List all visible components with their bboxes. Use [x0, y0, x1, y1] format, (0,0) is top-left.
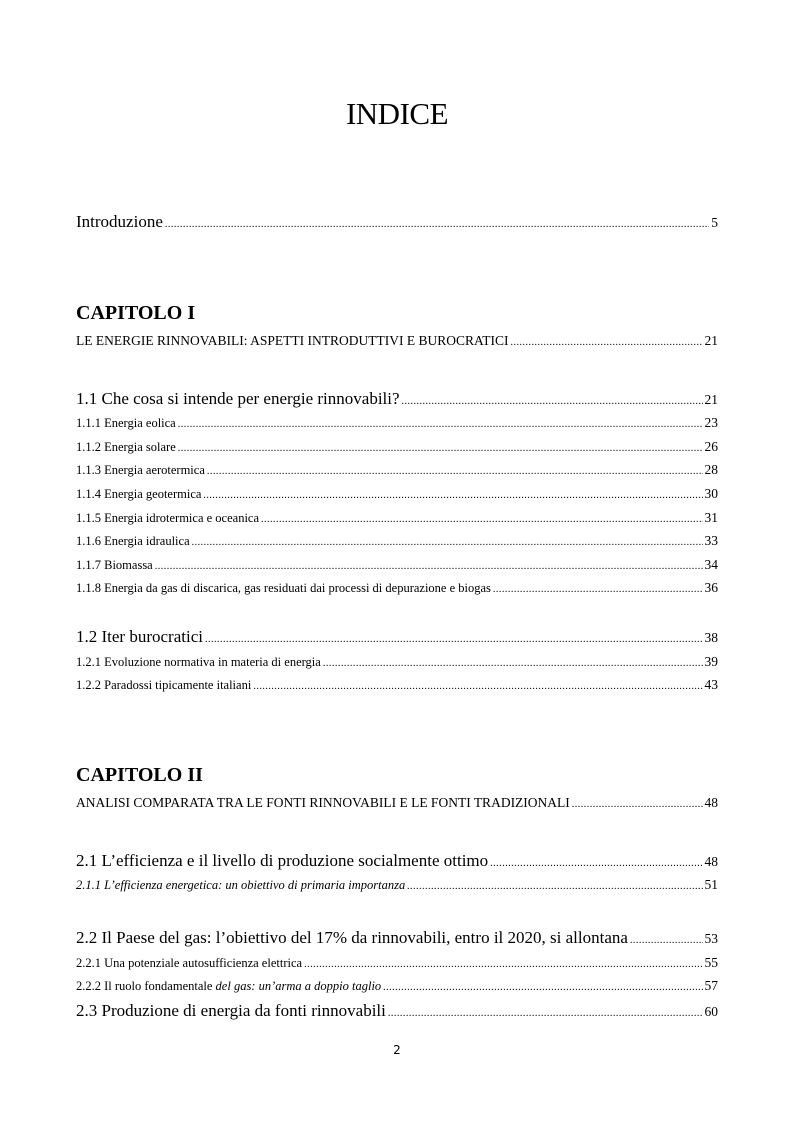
leader-dots — [510, 337, 702, 348]
toc-entry-subsection[interactable] — [76, 510, 718, 526]
leader-dots — [304, 959, 702, 970]
toc-entry-section-1-2[interactable] — [76, 627, 718, 647]
toc-page: 28 — [704, 462, 718, 477]
toc-label: ANALISI COMPARATA TRA LE FONTI RINNOVABILI E LE FONTI TRADIZIONALI — [76, 795, 570, 810]
toc-entry-subsection[interactable] — [76, 877, 718, 893]
toc-label: 1.1.6 Energia idraulica — [76, 534, 190, 548]
toc-page: 38 — [704, 630, 718, 645]
toc-page: 51 — [704, 877, 718, 892]
toc-page: 43 — [704, 677, 718, 692]
toc-page: 53 — [704, 931, 718, 946]
toc-label: 1.1.3 Energia aerotermica — [76, 463, 205, 477]
toc-page: 23 — [704, 415, 718, 430]
toc-label: 2.1.1 L’efficienza energetica: un obiettivo di primaria importanza — [76, 878, 406, 892]
toc-label: 2.2 Il Paese del gas: l’obiettivo del 17% da rinnovabili, entro il 2020, si allontana — [76, 928, 628, 947]
toc-label: 1.1.8 Energia da gas di discarica, gas residuati dai processi di depurazione e biogas — [76, 581, 491, 595]
toc-label: 1.2.2 Paradossi tipicamente italiani — [76, 678, 252, 692]
toc-label: 1.1.7 Biomassa — [76, 558, 153, 572]
leader-dots — [165, 219, 709, 230]
toc-page: 34 — [704, 557, 718, 572]
toc-page: 21 — [704, 333, 718, 348]
page-number: 2 — [393, 1043, 401, 1057]
leader-dots — [490, 858, 702, 869]
toc-entry-subsection[interactable] — [76, 978, 718, 994]
toc-label: Introduzione — [76, 212, 163, 231]
toc-label: 1.1.2 Energia solare — [76, 440, 176, 454]
leader-dots — [155, 561, 703, 572]
toc-page: 36 — [704, 580, 718, 595]
leader-dots — [207, 466, 703, 477]
leader-dots — [383, 982, 702, 993]
toc-page: 21 — [704, 392, 718, 407]
toc-page: 33 — [704, 533, 718, 548]
toc-entry-subsection[interactable] — [76, 580, 718, 596]
toc-label: LE ENERGIE RINNOVABILI: ASPETTI INTRODUTTIVI E BUROCRATICI — [76, 333, 509, 348]
leader-dots — [323, 658, 703, 669]
toc-entry-subsection[interactable] — [76, 415, 718, 431]
toc-label-italic-part: del gas: un’arma a doppio taglio — [215, 979, 382, 993]
leader-dots — [630, 935, 703, 946]
toc-entry-chapter1-title[interactable] — [76, 333, 718, 349]
toc-label: 1.1.1 Energia eolica — [76, 416, 176, 430]
toc-label — [76, 979, 381, 994]
leader-dots — [178, 419, 703, 430]
toc-entry-subsection[interactable] — [76, 654, 718, 670]
leader-dots — [205, 634, 703, 645]
toc-page: 57 — [704, 978, 718, 993]
toc-entry-section-2-1[interactable] — [76, 851, 718, 871]
toc-label: 1.2 Iter burocratici — [76, 627, 203, 646]
leader-dots — [493, 584, 703, 595]
toc-entry-subsection[interactable] — [76, 462, 718, 478]
toc-page: 48 — [704, 854, 718, 869]
toc-entry-subsection[interactable] — [76, 677, 718, 693]
toc-label: 1.1.5 Energia idrotermica e oceanica — [76, 511, 260, 525]
toc-entry-subsection[interactable] — [76, 533, 718, 549]
chapter-heading: CAPITOLO I — [76, 302, 196, 324]
toc-page: 26 — [704, 439, 718, 454]
toc-page: 30 — [704, 486, 718, 501]
toc-page: 31 — [704, 510, 718, 525]
leader-dots — [402, 396, 703, 407]
toc-label: 1.1.4 Energia geotermica — [76, 487, 202, 501]
toc-page: 55 — [704, 955, 718, 970]
page-title: INDICE — [345, 96, 449, 131]
leader-dots — [261, 514, 702, 525]
toc-entry-section-2-2[interactable] — [76, 928, 718, 948]
leader-dots — [192, 537, 703, 548]
leader-dots — [253, 681, 702, 692]
leader-dots — [178, 443, 703, 454]
toc-entry-introduzione[interactable] — [76, 212, 718, 232]
toc-entry-subsection[interactable] — [76, 955, 718, 971]
toc-label: 2.2.1 Una potenziale autosufficienza elettrica — [76, 956, 303, 970]
leader-dots — [388, 1008, 703, 1019]
toc-page: 5 — [711, 215, 718, 230]
leader-dots — [407, 881, 702, 892]
toc-page: 48 — [704, 795, 718, 810]
toc-page: 60 — [704, 1004, 718, 1019]
toc-label: 2.1 L’efficienza e il livello di produzione socialmente ottimo — [76, 851, 489, 870]
chapter-heading: CAPITOLO II — [76, 764, 203, 786]
toc-label: 1.1 Che cosa si intende per energie rinnovabili? — [76, 389, 400, 408]
toc-entry-subsection[interactable] — [76, 486, 718, 502]
leader-dots — [572, 799, 703, 810]
toc-entry-section-1-1[interactable] — [76, 389, 718, 409]
toc-entry-subsection[interactable] — [76, 439, 718, 455]
toc-page: 39 — [704, 654, 718, 669]
toc-label: 1.2.1 Evoluzione normativa in materia di energia — [76, 655, 321, 669]
toc-label-part: 2.2.2 Il ruolo fondamentale — [76, 979, 216, 993]
toc-entry-subsection[interactable] — [76, 557, 718, 573]
toc-label: 2.3 Produzione di energia da fonti rinnovabili — [76, 1001, 386, 1020]
toc-entry-section-2-3[interactable] — [76, 1001, 718, 1021]
leader-dots — [203, 490, 702, 501]
toc-entry-chapter2-title[interactable] — [76, 795, 718, 811]
